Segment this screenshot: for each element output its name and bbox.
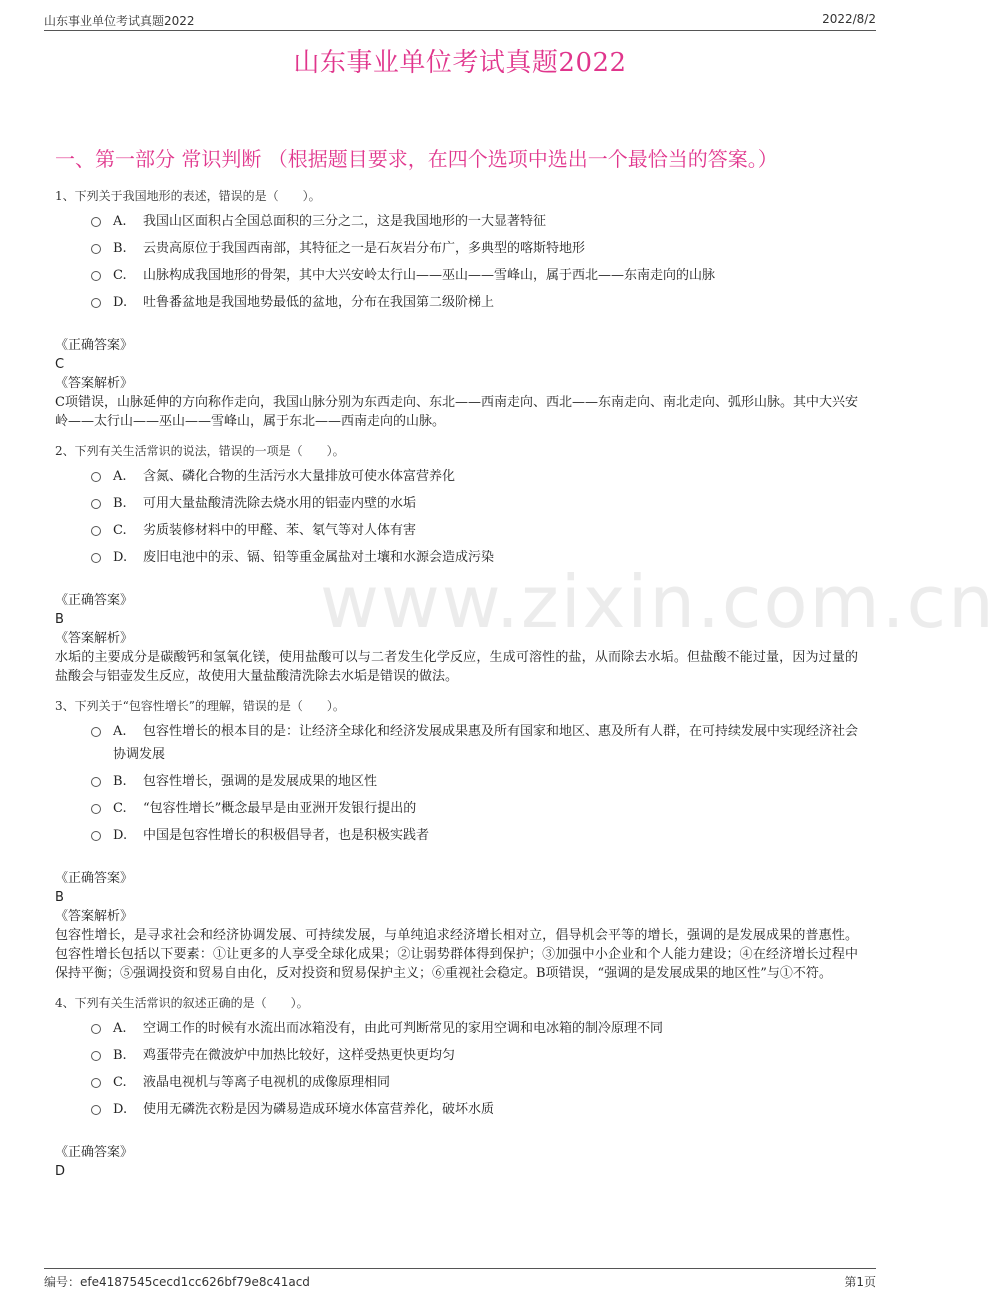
radio-icon[interactable] [91, 1105, 101, 1115]
option-c[interactable]: C. 液晶电视机与等离子电视机的成像原理相同 [55, 1071, 858, 1094]
radio-icon[interactable] [91, 271, 101, 281]
header-date: 2022/8/2 [822, 12, 876, 26]
radio-icon[interactable] [91, 244, 101, 254]
option-a[interactable]: A. 我国山区面积占全国总面积的三分之二，这是我国地形的一大显著特征 [55, 210, 858, 233]
radio-icon[interactable] [91, 1024, 101, 1034]
option-d[interactable]: D. 废旧电池中的汞、镉、铅等重金属盐对土壤和水源会造成污染 [55, 546, 858, 569]
answer-label: 《正确答案》 [55, 593, 134, 608]
question-stem: 4、下列有关生活常识的叙述正确的是（ ）。 [55, 996, 309, 1010]
radio-icon[interactable] [91, 553, 101, 563]
radio-icon[interactable] [91, 217, 101, 227]
option-a[interactable]: A. 空调工作的时候有水流出而冰箱没有，由此可判断常见的家用空调和电冰箱的制冷原理不同 [55, 1017, 858, 1040]
option-c[interactable]: C. 山脉构成我国地形的骨架，其中大兴安岭太行山——巫山——雪峰山，属于西北——东南走向的山脉 [55, 264, 858, 287]
question-list [55, 180, 858, 1181]
explanation-label: 《答案解析》 [55, 631, 134, 646]
question-stem: 2、下列有关生活常识的说法，错误的一项是（ ）。 [55, 444, 345, 458]
option-c[interactable]: C. 劣质装修材料中的甲醛、苯、氡气等对人体有害 [55, 519, 858, 542]
option-b[interactable]: B. 包容性增长，强调的是发展成果的地区性 [55, 770, 858, 793]
answer-label: 《正确答案》 [55, 338, 134, 353]
answer-label: 《正确答案》 [55, 1145, 134, 1160]
radio-icon[interactable] [91, 831, 101, 841]
radio-icon[interactable] [91, 777, 101, 787]
explanation-text: 水垢的主要成分是碳酸钙和氢氧化镁，使用盐酸可以与二者发生化学反应，生成可溶性的盐，从而除去水垢。但盐酸不能过量，因为过量的盐酸会与铝壶发生反应，故使用大量盐酸清洗除去水垢是错误的做法。 [55, 650, 858, 684]
section-heading: 一、第一部分 常识判断 （根据题目要求，在四个选项中选出一个最恰当的答案。） [55, 147, 778, 171]
option-b[interactable]: B. 鸡蛋带壳在微波炉中加热比较好，这样受热更快更均匀 [55, 1044, 858, 1067]
answer-value: C [55, 357, 65, 372]
option-a[interactable]: A. 包容性增长的根本目的是：让经济全球化和经济发展成果惠及所有国家和地区、惠及所有人群，在可持续发展中实现经济社会协调发展 [55, 720, 858, 766]
answer-label: 《正确答案》 [55, 871, 134, 886]
radio-icon[interactable] [91, 472, 101, 482]
option-b[interactable]: B. 云贵高原位于我国西南部，其特征之一是石灰岩分布广，多典型的喀斯特地形 [55, 237, 858, 260]
explanation-label: 《答案解析》 [55, 376, 134, 391]
answer-value: B [55, 890, 64, 905]
radio-icon[interactable] [91, 298, 101, 308]
option-d[interactable]: D. 吐鲁番盆地是我国地势最低的盆地，分布在我国第二级阶梯上 [55, 291, 858, 314]
option-c[interactable]: C. “包容性增长”概念最早是由亚洲开发银行提出的 [55, 797, 858, 820]
radio-icon[interactable] [91, 804, 101, 814]
radio-icon[interactable] [91, 1051, 101, 1061]
question-stem: 1、下列关于我国地形的表述，错误的是（ ）。 [55, 189, 321, 203]
radio-icon[interactable] [91, 499, 101, 509]
page-number: 第1页 [844, 1275, 876, 1289]
option-d[interactable]: D. 使用无磷洗衣粉是因为磷易造成环境水体富营养化，破坏水质 [55, 1098, 858, 1121]
page-footer [44, 1268, 876, 1293]
answer-value: D [55, 1164, 66, 1179]
option-d[interactable]: D. 中国是包容性增长的积极倡导者，也是积极实践者 [55, 824, 858, 847]
page-header [44, 10, 876, 31]
document-id: 编号：efe4187545cecd1cc626bf79e8c41acd [44, 1275, 310, 1289]
explanation-text: C项错误，山脉延伸的方向称作走向，我国山脉分别为东西走向、东北——西南走向、西北——东南走向、南北走向、弧形山脉。其中大兴安岭——太行山——巫山——雪峰山，属于东北——西南走向的山脉。 [55, 395, 858, 429]
header-title: 山东事业单位考试真题2022 [44, 14, 195, 28]
explanation-text: 包容性增长，是寻求社会和经济协调发展、可持续发展，与单纯追求经济增长相对立，倡导机会平等的增长，强调的是发展成果的普惠性。包容性增长包括以下要素：①让更多的人享受全球化成果；②让弱势群体得到保护；③加强中小企业和个人能力建设；④在经济增长过程中保持平衡；⑤强调投资和贸易自由化，反对投资和贸易保护主义；⑥重视社会稳定。B项错误，“强调的是发展成果的地区性”与①不符。 [55, 928, 858, 981]
option-a[interactable]: A. 含氮、磷化合物的生活污水大量排放可使水体富营养化 [55, 465, 858, 488]
explanation-label: 《答案解析》 [55, 909, 134, 924]
watermark: www.zixin.com.cn [320, 560, 996, 644]
page-title: 山东事业单位考试真题2022 [293, 48, 627, 78]
radio-icon[interactable] [91, 727, 101, 737]
option-b[interactable]: B. 可用大量盐酸清洗除去烧水用的铝壶内壁的水垢 [55, 492, 858, 515]
radio-icon[interactable] [91, 526, 101, 536]
radio-icon[interactable] [91, 1078, 101, 1088]
question-stem: 3、下列关于“包容性增长”的理解，错误的是（ ）。 [55, 699, 345, 713]
answer-value: B [55, 612, 64, 627]
